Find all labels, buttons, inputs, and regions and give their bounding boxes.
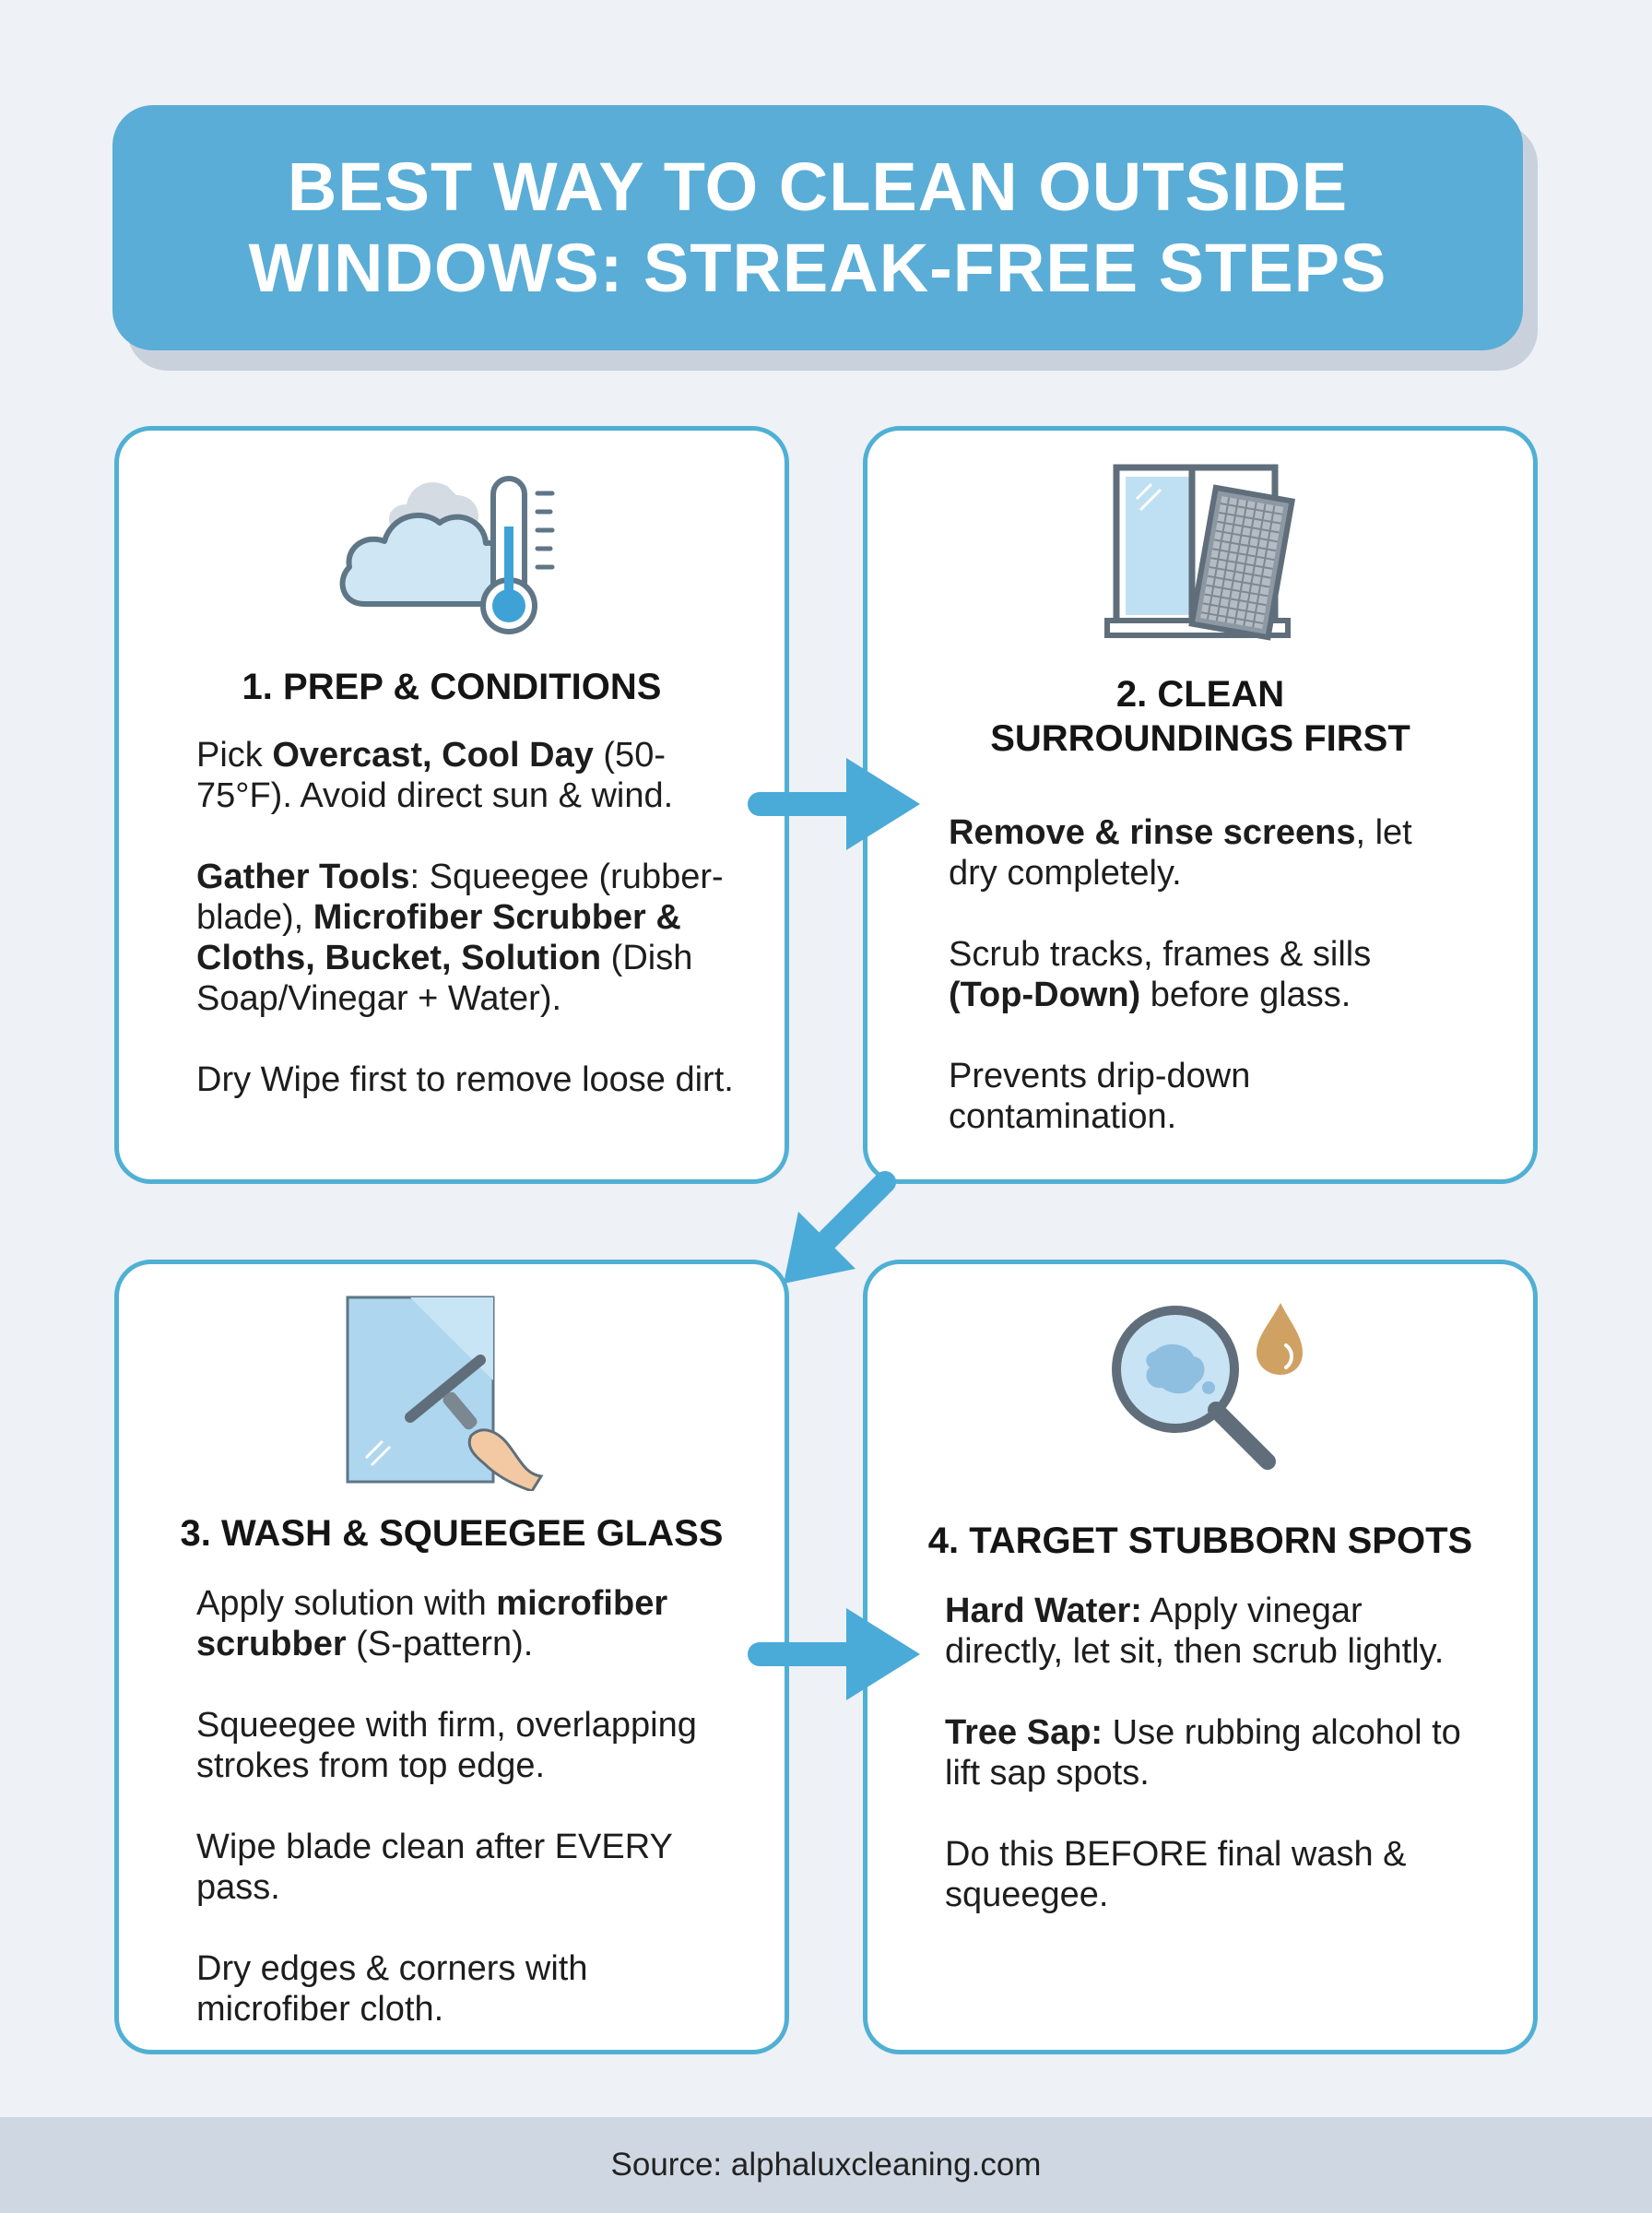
step-1-text-run: Dry Wipe first to remove loose dirt. xyxy=(196,1060,734,1099)
step-1-text-run: (50-75°F). Avoid direct sun & wind. xyxy=(196,736,674,815)
step-3-paragraph-4 xyxy=(196,1948,749,2030)
step-3-text-run: Apply solution with xyxy=(196,1584,497,1623)
step-2-paragraph-2 xyxy=(949,934,1465,1015)
title-banner xyxy=(112,105,1523,350)
step-1-body xyxy=(196,735,749,1100)
step-card-1 xyxy=(114,426,789,1184)
step-4-body xyxy=(945,1591,1461,1915)
step-2-text-run: before glass. xyxy=(1140,976,1351,1014)
step-2-title-line-1: 2. CLEAN xyxy=(1115,674,1285,715)
step-2-title xyxy=(867,672,1533,761)
step-3-text-run: Squeegee with firm, overlapping strokes from top edge. xyxy=(196,1706,697,1785)
step-3-paragraph-2 xyxy=(196,1705,749,1786)
magnifier-spot-icon xyxy=(1105,1299,1308,1474)
step-2-text-run: , let dry completely. xyxy=(949,813,1412,893)
step-1-text-run: Pick xyxy=(196,736,273,775)
step-4-paragraph-2 xyxy=(945,1712,1461,1793)
step-1-text-run: : Squeegee (rubber-blade), xyxy=(196,858,724,937)
window-screen-icon xyxy=(1103,462,1306,646)
step-1-text-run: (Dish Soap/Vinegar + Water). xyxy=(196,939,693,1018)
step-3-paragraph-1 xyxy=(196,1583,749,1664)
step-3-text-run: (S-pattern). xyxy=(346,1625,534,1663)
step-4-text-run: Use rubbing alcohol to lift sap spots. xyxy=(945,1713,1461,1793)
step-2-text-run: Prevents drip-down contamination. xyxy=(949,1057,1251,1136)
step-4-paragraph-1 xyxy=(945,1591,1461,1672)
page-title-line-2: WINDOWS: STREAK-FREE STEPS xyxy=(248,230,1387,306)
step-card-4 xyxy=(863,1260,1538,2054)
step-2-text-run: Scrub tracks, frames & sills xyxy=(949,935,1372,974)
step-3-text-run: microfiber scrubber xyxy=(196,1584,668,1663)
step-2-body xyxy=(949,812,1465,1137)
step-1-paragraph-1 xyxy=(196,735,749,816)
step-1-text-run: Gather Tools xyxy=(196,858,410,896)
step-2-title-line-2: SURROUNDINGS FIRST xyxy=(990,718,1410,759)
arrow-right-icon xyxy=(745,754,926,856)
step-2-text-run: Remove & rinse screens xyxy=(949,813,1356,852)
step-1-paragraph-3 xyxy=(196,1059,749,1100)
step-4-text-run: Do this BEFORE final wash & squeegee. xyxy=(945,1835,1407,1914)
step-3-paragraph-3 xyxy=(196,1827,749,1908)
step-3-text-run: Dry edges & corners with microfiber cloth. xyxy=(196,1949,588,2029)
arrow-right-icon-2 xyxy=(745,1604,926,1706)
step-4-text-run: Hard Water: xyxy=(945,1592,1142,1630)
step-4-text-run: Tree Sap: xyxy=(945,1713,1103,1752)
step-1-text-run: Overcast, Cool Day xyxy=(272,736,594,775)
page-title-line-1: BEST WAY TO CLEAN OUTSIDE xyxy=(287,148,1349,225)
step-2-paragraph-1 xyxy=(949,812,1465,893)
cloud-thermometer-icon xyxy=(336,467,585,638)
step-1-text-run: Microfiber Scrubber & Cloths, Bucket, Solution xyxy=(196,898,681,977)
step-1-title: 1. PREP & CONDITIONS xyxy=(242,667,662,707)
arrow-down-left-icon xyxy=(774,1164,903,1293)
footer-bar xyxy=(0,2117,1652,2213)
step-4-text-run: Apply vinegar directly, let sit, then scrub lightly. xyxy=(945,1592,1445,1671)
step-1-paragraph-2 xyxy=(196,857,749,1019)
step-card-2 xyxy=(863,426,1538,1184)
source-text: Source: alphaluxcleaning.com xyxy=(610,2147,1042,2183)
step-3-title: 3. WASH & SQUEEGEE GLASS xyxy=(180,1513,724,1554)
step-3-text-run: Wipe blade clean after EVERY pass. xyxy=(196,1828,673,1907)
step-card-3 xyxy=(114,1260,789,2054)
step-3-body xyxy=(196,1583,749,2030)
step-4-paragraph-3 xyxy=(945,1834,1461,1915)
step-2-text-run: (Top-Down) xyxy=(949,976,1141,1014)
step-2-paragraph-3 xyxy=(949,1056,1465,1137)
squeegee-glass-icon xyxy=(346,1296,558,1491)
step-4-title: 4. TARGET STUBBORN SPOTS xyxy=(927,1521,1473,1561)
